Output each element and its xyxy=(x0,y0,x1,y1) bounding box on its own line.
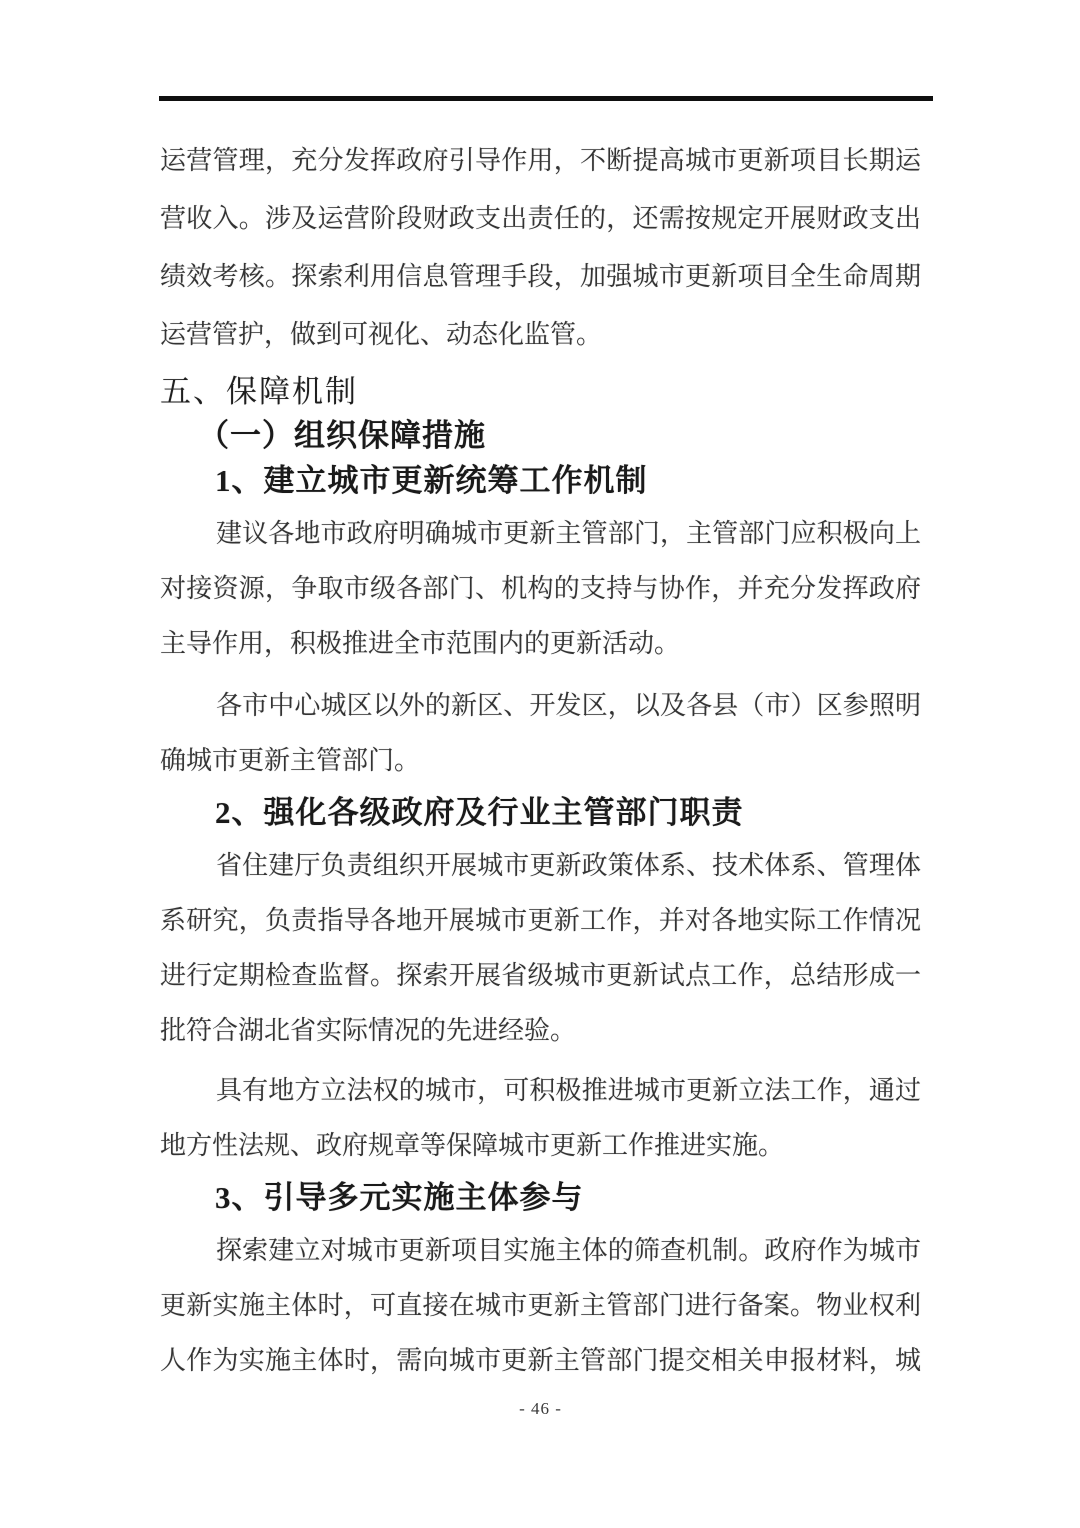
paragraph-line: 更新实施主体时，可直接在城市更新主管部门进行备案。物业权利 xyxy=(160,1291,921,1320)
paragraph-line: 探索建立对城市更新项目实施主体的筛查机制。政府作为城市 xyxy=(216,1236,921,1265)
paragraph-line: 批符合湖北省实际情况的先进经验。 xyxy=(160,1016,577,1045)
numbered-heading-2: 2、强化各级政府及行业主管部门职责 xyxy=(215,795,744,830)
paragraph-line: 建议各地市政府明确城市更新主管部门，主管部门应积极向上 xyxy=(216,519,921,548)
paragraph-line: 运营管理，充分发挥政府引导作用，不断提高城市更新项目长期运 xyxy=(160,146,921,175)
paragraph-line: 人作为实施主体时，需向城市更新主管部门提交相关申报材料，城 xyxy=(160,1346,921,1375)
paragraph-line: 具有地方立法权的城市，可积极推进城市更新立法工作，通过 xyxy=(216,1076,921,1105)
body-paragraph xyxy=(160,1223,921,1388)
numbered-heading-3: 3、引导多元实施主体参与 xyxy=(215,1180,584,1215)
paragraph-line: 省住建厅负责组织开展城市更新政策体系、技术体系、管理体 xyxy=(216,851,921,880)
paragraph-line: 地方性法规、政府规章等保障城市更新工作推进实施。 xyxy=(160,1131,785,1160)
body-paragraph xyxy=(160,1063,921,1173)
body-paragraph xyxy=(160,838,921,1058)
paragraph-continued xyxy=(160,132,921,364)
header-rule xyxy=(159,96,933,101)
subsection-heading: （一）组织保障措施 xyxy=(198,418,486,453)
paragraph-line: 绩效考核。探索利用信息管理手段，加强城市更新项目全生命周期 xyxy=(160,262,921,291)
paragraph-line: 营收入。涉及运营阶段财政支出责任的，还需按规定开展财政支出 xyxy=(160,204,921,233)
paragraph-line: 对接资源，争取市级各部门、机构的支持与协作，并充分发挥政府 xyxy=(160,574,921,603)
paragraph-line: 主导作用，积极推进全市范围内的更新活动。 xyxy=(160,629,681,658)
body-paragraph xyxy=(160,678,921,788)
paragraph-line: 各市中心城区以外的新区、开发区，以及各县（市）区参照明 xyxy=(216,691,921,720)
paragraph-line: 进行定期检查监督。探索开展省级城市更新试点工作，总结形成一 xyxy=(160,961,921,990)
numbered-heading-1: 1、建立城市更新统筹工作机制 xyxy=(215,463,648,498)
paragraph-line: 运营管护，做到可视化、动态化监管。 xyxy=(160,320,603,349)
page-number: - 46 - xyxy=(519,1399,562,1418)
paragraph-line: 确城市更新主管部门。 xyxy=(160,746,421,775)
paragraph-line: 系研究，负责指导各地开展城市更新工作，并对各地实际工作情况 xyxy=(160,906,921,935)
body-paragraph xyxy=(160,506,921,671)
section-heading: 五、保障机制 xyxy=(160,374,358,409)
